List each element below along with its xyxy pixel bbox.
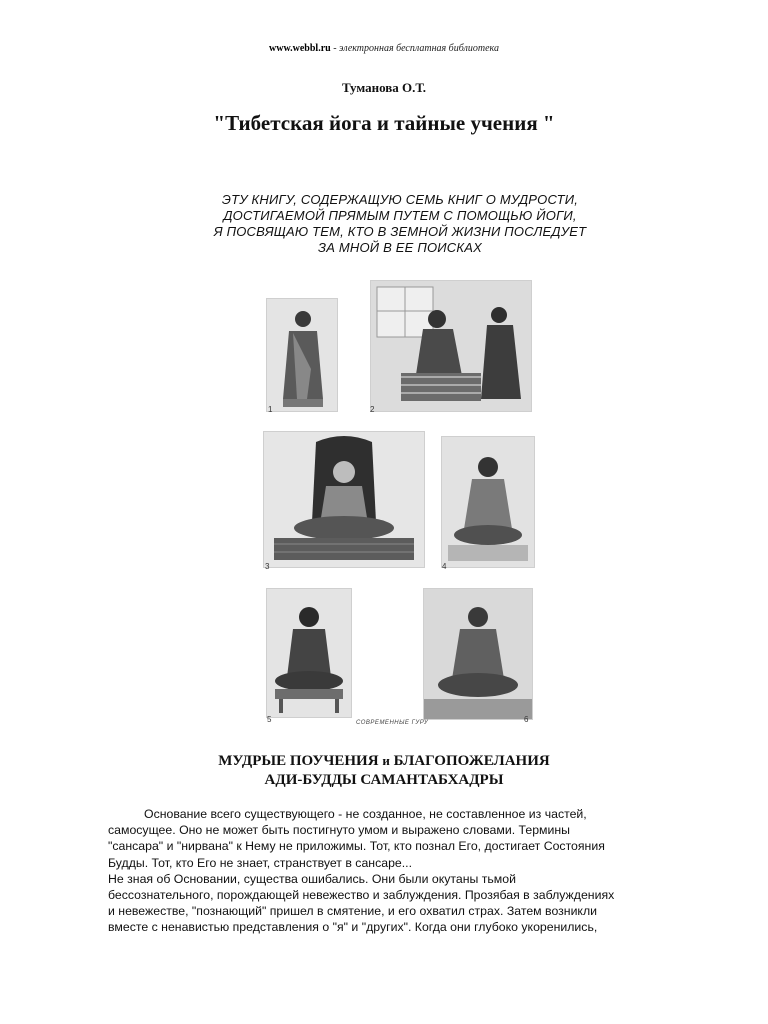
- section-title: [0, 751, 768, 790]
- body-text: [108, 806, 698, 936]
- guru-2-image: [371, 281, 531, 411]
- photo-number: 5: [267, 715, 272, 724]
- photo-guru-1: [266, 298, 338, 412]
- book-title: "Тибетская йога и тайные учения ": [213, 111, 555, 135]
- photo-guru-4: [441, 436, 535, 568]
- photo-guru-5: [266, 588, 352, 718]
- author-name: Туманова О.Т.: [341, 80, 427, 95]
- body-line: Будды. Тот, кто Его не знает, странствует в сансаре...: [108, 855, 412, 870]
- body-line: Основание всего существующего - не созданное, не составленное из частей,: [144, 807, 587, 821]
- photo-guru-6: [423, 588, 533, 720]
- dedication-line: ДОСТИГАЕМОЙ ПРЯМЫМ ПУТЕМ С ПОМОЩЬЮ ЙОГИ,: [223, 208, 577, 223]
- section-title-line2: АДИ-БУДДЫ САМАНТАБХАДРЫ: [264, 772, 504, 788]
- guru-6-image: [424, 589, 532, 719]
- body-line: "сансара" и "нирвана" к Нему не приложимы. Тот, кто познал Его, достигает Состояния: [108, 839, 605, 854]
- guru-3-image: [264, 432, 424, 567]
- photo-number: 2: [370, 405, 375, 414]
- body-line: и невежестве, "познающий" пришел в смятение, и его охватил страх. Затем возникли: [108, 904, 597, 919]
- photo-number: 4: [442, 562, 447, 571]
- body-line: самосущее. Оно не может быть постигнуто умом и выражено словами. Термины: [108, 823, 571, 838]
- section-title-conj: и: [382, 753, 390, 768]
- page-header: [0, 43, 768, 54]
- photo-caption: СОВРЕМЕННЫЕ ГУРУ: [356, 720, 429, 726]
- body-line: вместе с ненавистью представления о "я" и "других". Когда они глубоко укоренились,: [108, 920, 598, 935]
- dedication: [150, 192, 650, 256]
- guru-4-image: [442, 437, 534, 567]
- photo-number: 6: [524, 715, 529, 724]
- dedication-line: ЗА МНОЙ В ЕЕ ПОИСКАХ: [318, 240, 482, 255]
- site-link[interactable]: www.webbl.ru: [269, 43, 331, 54]
- body-line: бессознательного, порождающей невежество и заблуждения. Прозябая в заблуждениях: [108, 888, 615, 903]
- section-title-part: МУДРЫЕ ПОУЧЕНИЯ: [218, 753, 383, 769]
- site-description: - электронная бесплатная библиотека: [330, 43, 499, 54]
- photo-number: 3: [265, 562, 270, 571]
- section-title-part: БЛАГОПОЖЕЛАНИЯ: [389, 753, 550, 769]
- dedication-line: Я ПОСВЯЩАЮ ТЕМ, КТО В ЗЕМНОЙ ЖИЗНИ ПОСЛЕДУЕТ: [213, 224, 587, 239]
- body-line: Не зная об Основании, существа ошибались. Они были окутаны тьмой: [108, 871, 516, 886]
- guru-5-image: [267, 589, 351, 717]
- photo-number: 1: [268, 405, 273, 414]
- photo-guru-2: [370, 280, 532, 412]
- dedication-line: ЭТУ КНИГУ, СОДЕРЖАЩУЮ СЕМЬ КНИГ О МУДРОСТИ,: [221, 192, 579, 207]
- guru-1-image: [267, 299, 337, 411]
- photo-guru-3: [263, 431, 425, 568]
